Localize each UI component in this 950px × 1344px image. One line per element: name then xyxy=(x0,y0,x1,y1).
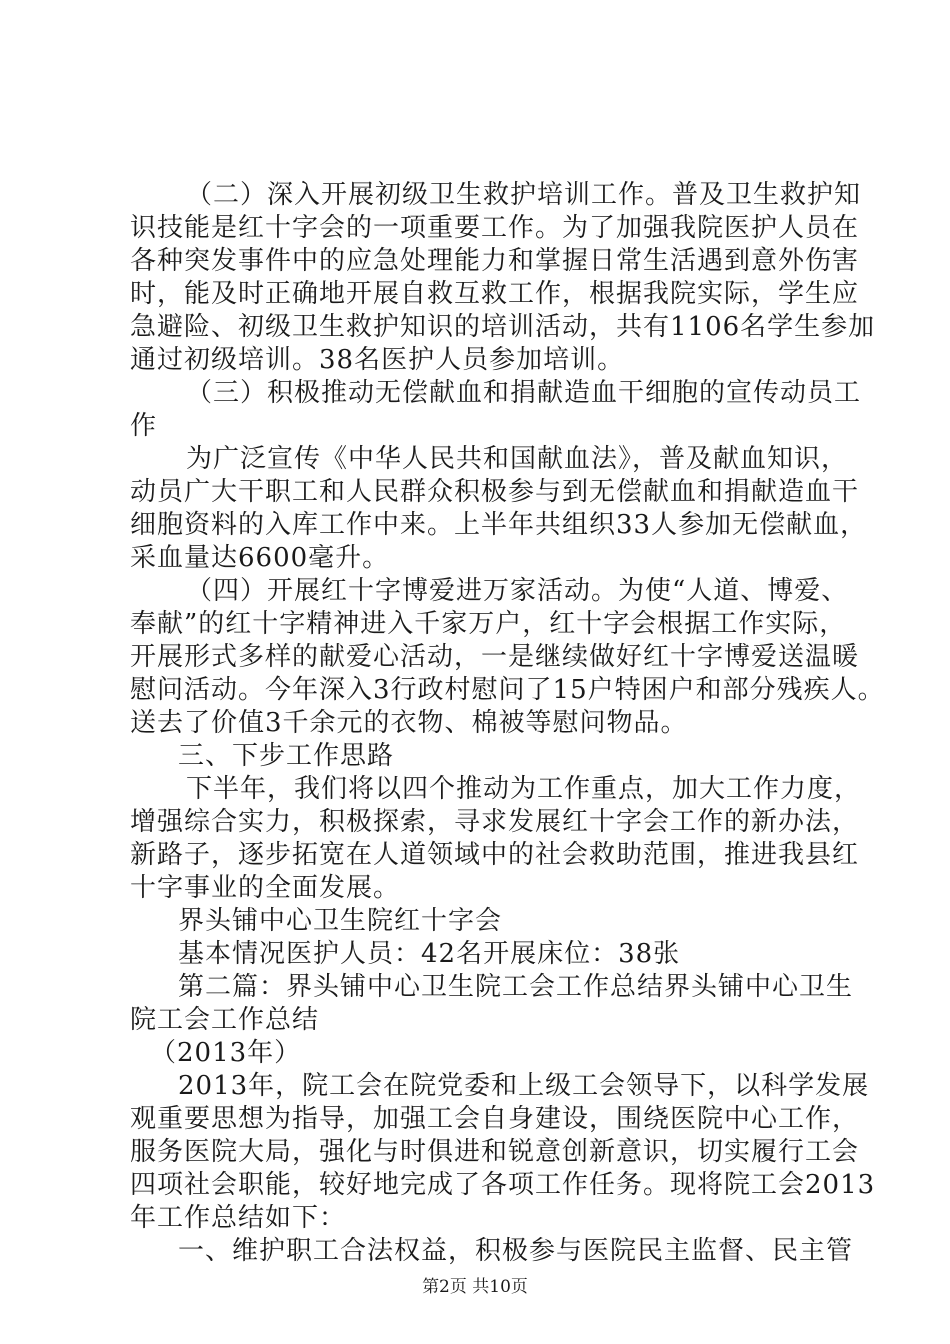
text-line: （四）开展红十字博爱进万家活动。为使“人道、博爱、 xyxy=(186,576,849,606)
text-line: 各种突发事件中的应急处理能力和掌握日常生活遇到意外伤害 xyxy=(130,246,860,276)
text-line: 四项社会职能，较好地完成了各项工作任务。现将院工会2013 xyxy=(130,1170,876,1200)
text-line: 2013年，院工会在院党委和上级工会领导下，以科学发展 xyxy=(178,1071,870,1101)
text-line: 通过初级培训。38名医护人员参加培训。 xyxy=(130,345,625,375)
text-line: 作 xyxy=(130,411,158,441)
text-line: 识技能是红十字会的一项重要工作。为了加强我院医护人员在 xyxy=(130,213,860,243)
text-line: 时，能及时正确地开展自救互救工作，根据我院实际，学生应 xyxy=(130,279,860,309)
text-line: 服务医院大局，强化与时俱进和锐意创新意识，切实履行工会 xyxy=(130,1137,860,1167)
year-label: （2013年） xyxy=(150,1038,302,1068)
text-line: 下半年，我们将以四个推动为工作重点，加大工作力度， xyxy=(186,774,862,804)
page-footer: 第2页 共10页 xyxy=(422,1277,528,1297)
text-line: 十字事业的全面发展。 xyxy=(130,873,401,903)
text-line: 奉献”的红十字精神进入千家万户，红十字会根据工作实际， xyxy=(130,609,847,639)
text-line: 为广泛宣传《中华人民共和国献血法》，普及献血知识， xyxy=(186,444,849,474)
text-line: 观重要思想为指导，加强工会自身建设，围绕医院中心工作， xyxy=(130,1104,860,1134)
text-line: 动员广大干职工和人民群众积极参与到无偿献血和捐献造血干 xyxy=(130,477,860,507)
text-line: 开展形式多样的献爱心活动，一是继续做好红十字博爱送温暖 xyxy=(130,642,860,672)
text-line: 新路子，逐步拓宽在人道领域中的社会救助范围，推进我县红 xyxy=(130,840,860,870)
text-line: （二）深入开展初级卫生救护培训工作。普及卫生救护知 xyxy=(186,180,862,210)
chapter-heading: 院工会工作总结 xyxy=(130,1005,320,1035)
text-line: 送去了价值3千余元的衣物、棉被等慰问物品。 xyxy=(130,708,688,738)
text-line: 一、维护职工合法权益，积极参与医院民主监督、民主管 xyxy=(178,1236,854,1266)
text-line: 急避险、初级卫生救护知识的培训活动，共有1106名学生参加 xyxy=(130,312,876,342)
text-line: 增强综合实力，积极探索，寻求发展红十字会工作的新办法， xyxy=(130,807,860,837)
text-line: 细胞资料的入库工作中来。上半年共组织33人参加无偿献血， xyxy=(130,510,868,540)
text-line: 年工作总结如下： xyxy=(130,1203,347,1233)
text-line: 慰问活动。今年深入3行政村慰问了15户特困户和部分残疾人。 xyxy=(130,675,885,705)
text-line: （三）积极推动无偿献血和捐献造血干细胞的宣传动员工 xyxy=(186,378,862,408)
text-line: 基本情况医护人员：42名开展床位：38张 xyxy=(178,939,681,969)
section-heading: 三、下步工作思路 xyxy=(178,741,395,771)
text-line: 采血量达6600毫升。 xyxy=(130,543,390,573)
signature-line: 界头铺中心卫生院红十字会 xyxy=(178,906,503,936)
chapter-heading: 第二篇：界头铺中心卫生院工会工作总结界头铺中心卫生 xyxy=(178,972,854,1002)
